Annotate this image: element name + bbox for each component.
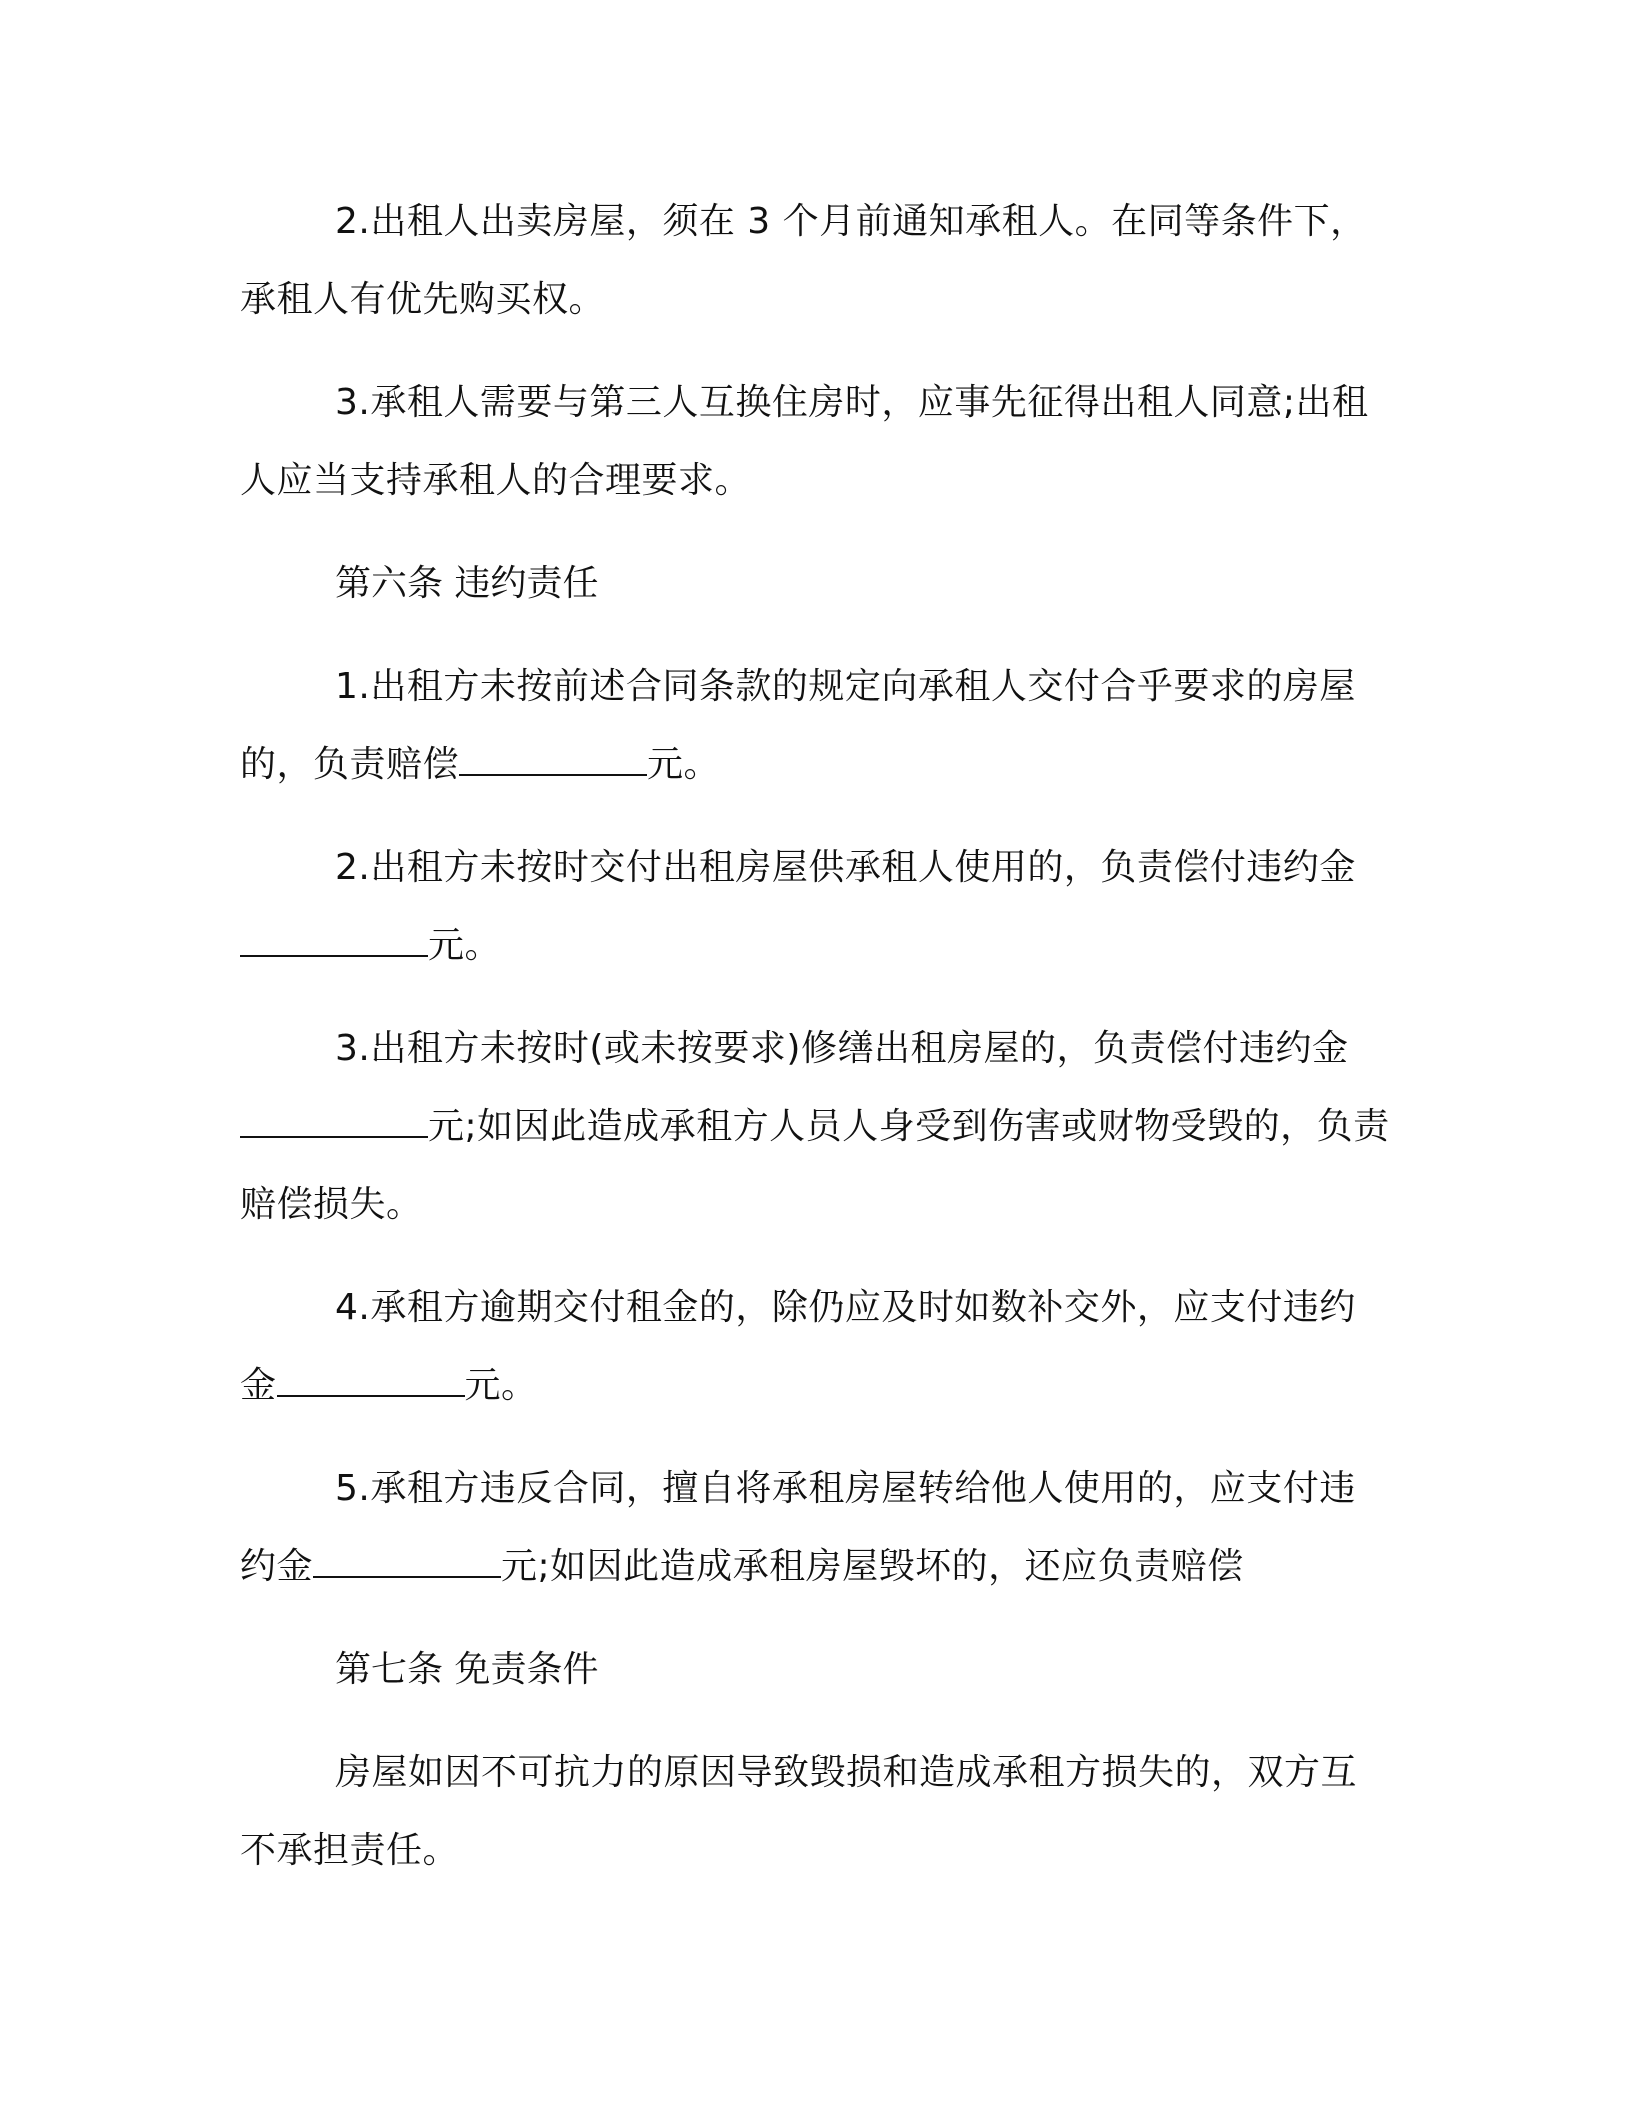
clause-6-item-1 (240, 648, 1390, 804)
clause-6-item-4 (240, 1269, 1390, 1425)
clause-6-item-2 (240, 829, 1390, 985)
blank-line (240, 1106, 428, 1138)
clause-6-item-3 (240, 1010, 1390, 1244)
blank-line (459, 744, 647, 776)
blank-line (277, 1365, 465, 1397)
article-7-heading: 第七条 免责条件 (335, 1649, 599, 1690)
clause-5-item-3: 3.承租人需要与第三人互换住房时，应事先征得出租人同意;出租人应当支持承租人的合理要求。 (240, 382, 1369, 501)
clause-6-item-5 (240, 1450, 1390, 1606)
blank-line (240, 925, 428, 957)
clause-7-text: 房屋如因不可抗力的原因导致毁损和造成承租方损失的，双方互不承担责任。 (240, 1752, 1358, 1871)
clause-6-item-4-text: 4.承租方逾期交付租金的，除仍应及时如数补交外，应支付违约金 (240, 1287, 1356, 1406)
clause-6-item-3-text: 3.出租方未按时(或未按要求)修缮出租房屋的，负责偿付违约金 (335, 1028, 1349, 1069)
article-6-heading: 第六条 违约责任 (335, 563, 599, 604)
clause-6-item-4-suffix: 元。 (464, 1365, 538, 1406)
clause-6-item-1-suffix: 元。 (647, 744, 721, 785)
document-body (240, 183, 1390, 1915)
clause-6-item-2-suffix: 元。 (428, 925, 502, 966)
clause-6-item-5-suffix: 元;如因此造成承租房屋毁坏的，还应负责赔偿 (501, 1546, 1244, 1587)
clause-6-item-1-text: 1.出租方未按前述合同条款的规定向承租人交付合乎要求的房屋的，负责赔偿 (240, 666, 1356, 785)
clause-6-item-2-text: 2.出租方未按时交付出租房屋供承租人使用的，负责偿付违约金 (335, 847, 1356, 888)
clause-5-item-2: 2.出租人出卖房屋，须在 3 个月前通知承租人。在同等条件下，承租人有优先购买权。 (240, 201, 1367, 320)
blank-line (313, 1546, 501, 1578)
clause-6-item-5-text: 5.承租方违反合同，擅自将承租房屋转给他人使用的，应支付违约金 (240, 1468, 1356, 1587)
clause-6-item-3-suffix: 元;如因此造成承租方人员人身受到伤害或财物受毁的，负责赔偿损失。 (240, 1106, 1390, 1225)
